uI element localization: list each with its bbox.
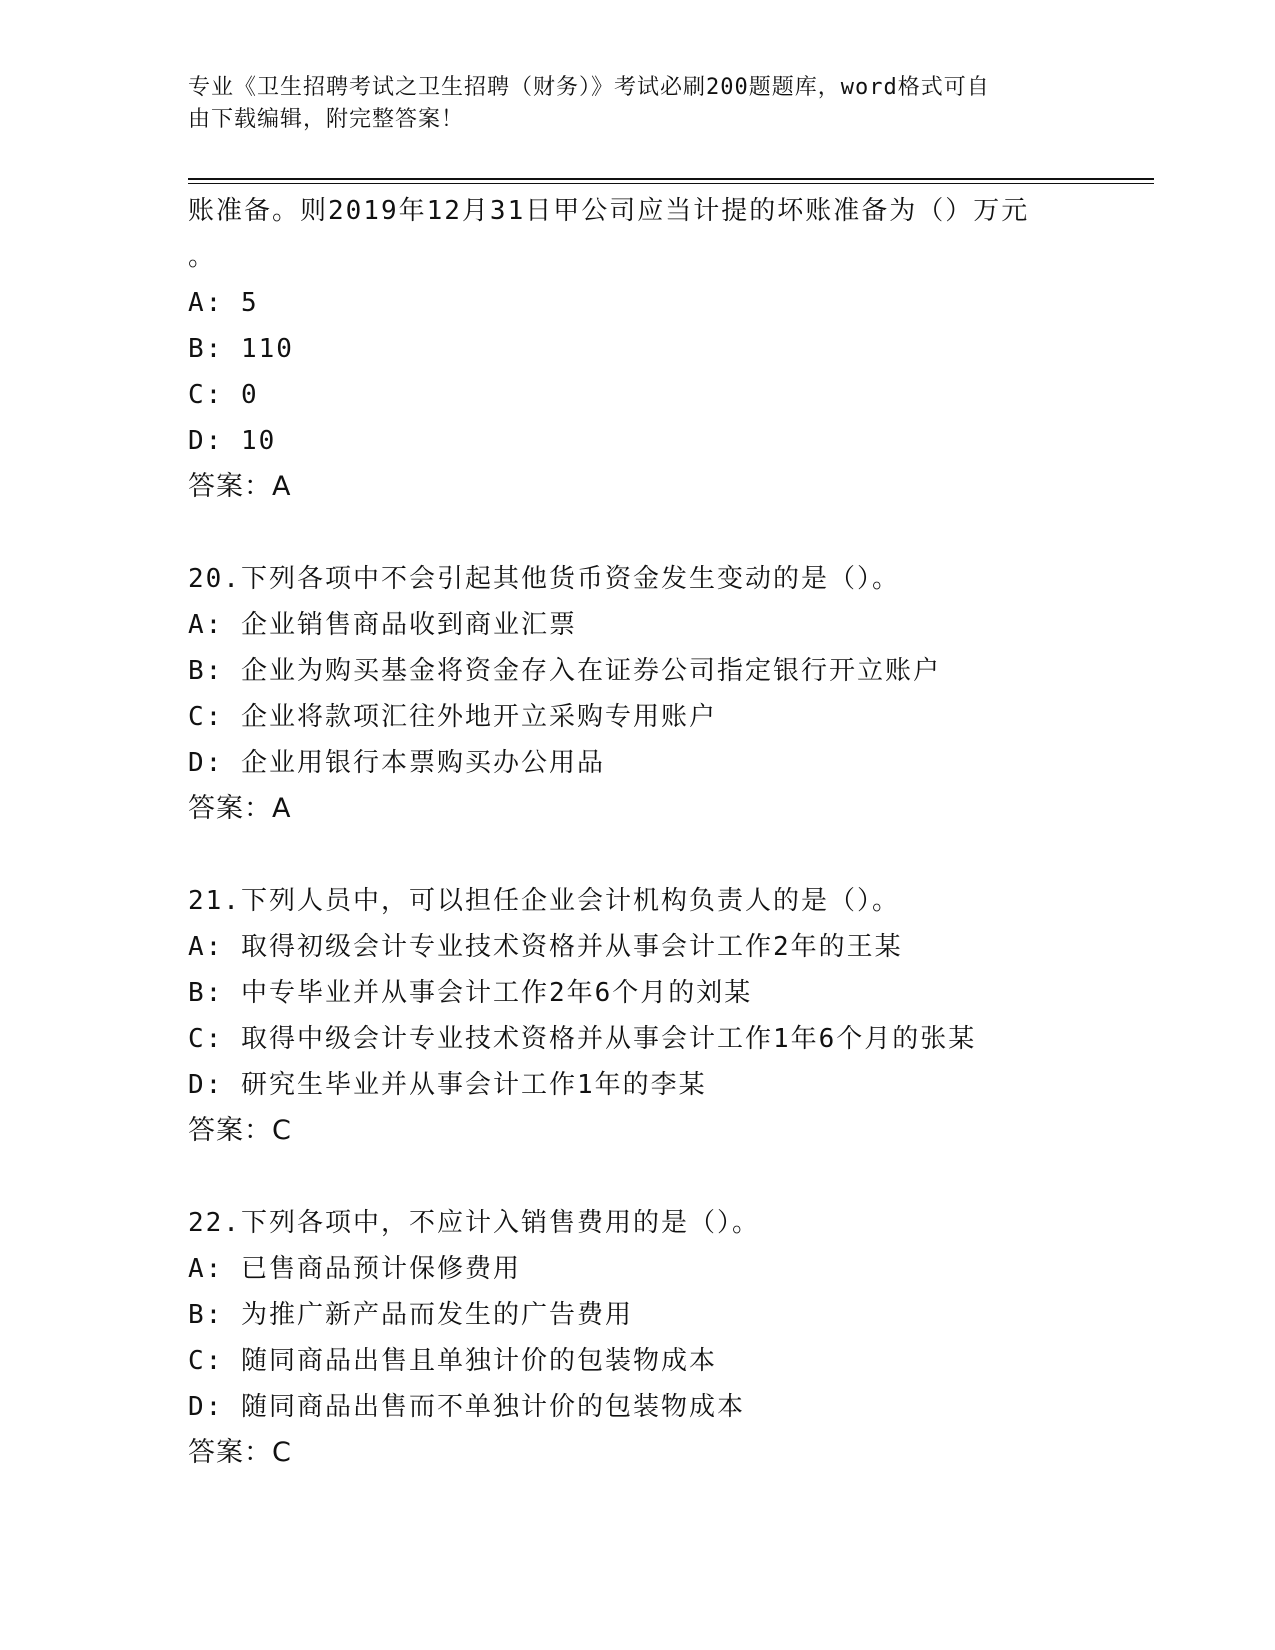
- section-gap: [188, 832, 1154, 878]
- section-gap: [188, 1154, 1154, 1200]
- option-a: A: 5: [188, 288, 259, 318]
- section-gap: [188, 510, 1154, 556]
- option-b: B: 110: [188, 334, 294, 364]
- question-stem-continued: 账准备。则2019年12月31日甲公司应当计提的坏账准备为（）万元: [188, 196, 1030, 226]
- header-line-1: 专业《卫生招聘考试之卫生招聘（财务）》考试必刷200题题库，word格式可自: [188, 75, 990, 100]
- option-c: C: 企业将款项汇往外地开立采购专用账户: [188, 702, 717, 732]
- header-line-2: 由下载编辑，附完整答案！: [188, 107, 465, 132]
- answer-line: 答案：C: [188, 1437, 292, 1468]
- question-stem: 20.下列各项中不会引起其他货币资金发生变动的是（）。: [188, 564, 900, 594]
- answer-line: 答案：A: [188, 471, 292, 502]
- question-stem: 22.下列各项中，不应计入销售费用的是（）。: [188, 1208, 760, 1238]
- option-c: C: 0: [188, 380, 259, 410]
- option-d: D: 研究生毕业并从事会计工作1年的李某: [188, 1070, 707, 1100]
- question-stem-continued-end: 。: [188, 242, 217, 272]
- header-divider-thin: [188, 183, 1154, 184]
- option-d: D: 随同商品出售而不单独计价的包装物成本: [188, 1392, 745, 1422]
- answer-line: 答案：A: [188, 793, 292, 824]
- document-header: [188, 72, 1068, 136]
- question-22: [188, 1200, 1154, 1476]
- header-divider-thick: [188, 178, 1154, 180]
- option-b: B: 为推广新产品而发生的广告费用: [188, 1300, 633, 1330]
- option-a: A: 已售商品预计保修费用: [188, 1254, 521, 1284]
- option-c: C: 随同商品出售且单独计价的包装物成本: [188, 1346, 717, 1376]
- answer-line: 答案：C: [188, 1115, 292, 1146]
- question-21: [188, 878, 1154, 1154]
- option-c: C: 取得中级会计专业技术资格并从事会计工作1年6个月的张某: [188, 1024, 977, 1054]
- option-d: D: 企业用银行本票购买办公用品: [188, 748, 605, 778]
- question-stem: 21.下列人员中，可以担任企业会计机构负责人的是（）。: [188, 886, 900, 916]
- option-b: B: 企业为购买基金将资金存入在证券公司指定银行开立账户: [188, 656, 941, 686]
- question-20: [188, 556, 1154, 832]
- question-19-continued: [188, 188, 1154, 510]
- option-a: A: 取得初级会计专业技术资格并从事会计工作2年的王某: [188, 932, 903, 962]
- question-content: [188, 188, 1154, 1476]
- option-d: D: 10: [188, 426, 277, 456]
- option-b: B: 中专毕业并从事会计工作2年6个月的刘某: [188, 978, 753, 1008]
- option-a: A: 企业销售商品收到商业汇票: [188, 610, 577, 640]
